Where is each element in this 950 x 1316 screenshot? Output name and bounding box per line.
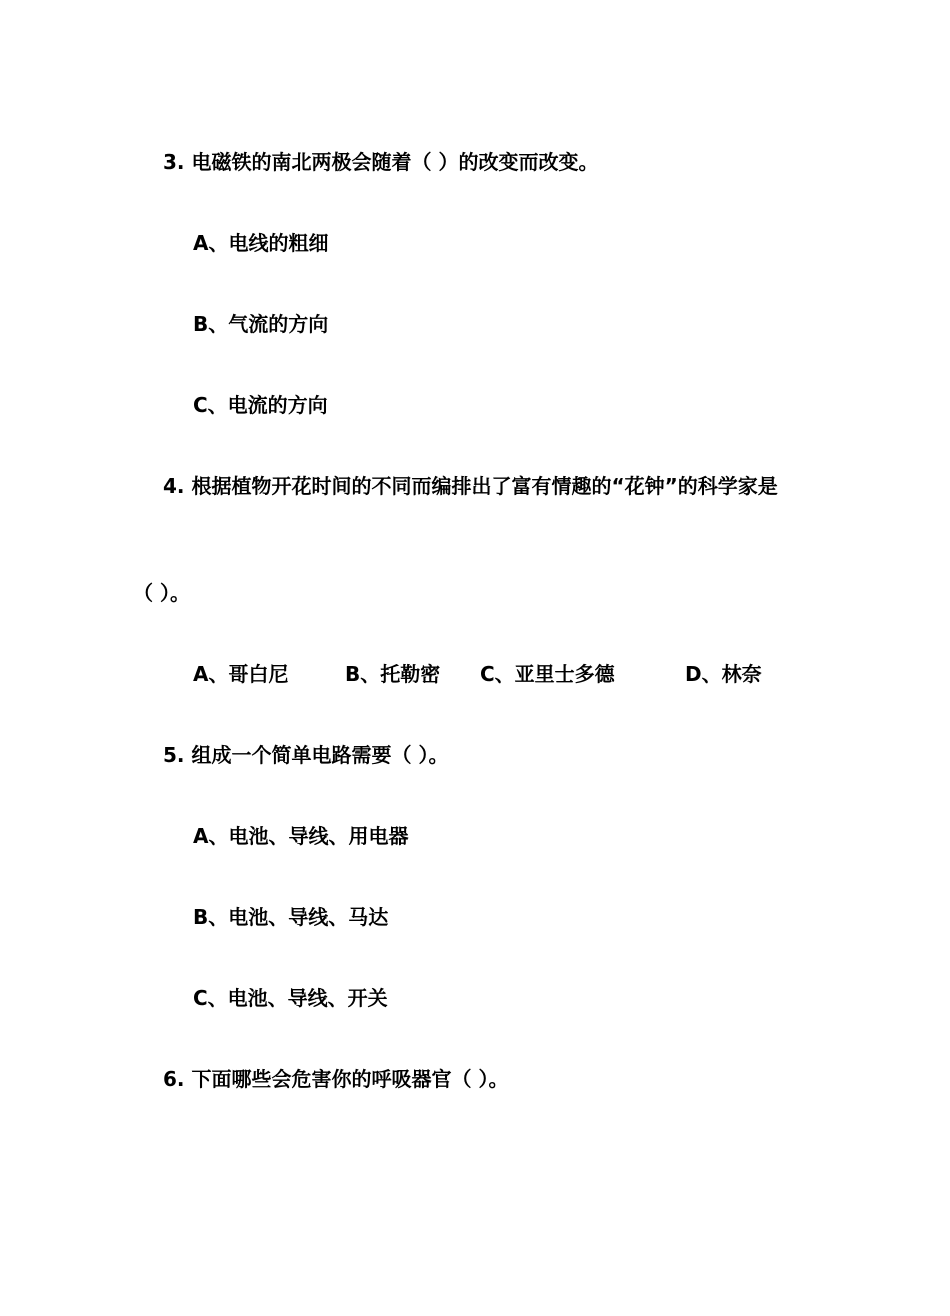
question-3-option-a: A、电线的粗细	[193, 231, 329, 255]
question-4-option-a: A、哥白尼	[193, 662, 289, 686]
question-5-option-a: A、电池、导线、用电器	[193, 824, 409, 848]
question-3-option-c: C、电流的方向	[193, 393, 328, 417]
question-4-option-d: D、林奈	[685, 662, 762, 686]
question-4-continuation: （ ）。	[133, 581, 190, 605]
question-3: 3. 电磁铁的南北两极会随着（ ）的改变而改变。	[163, 150, 599, 174]
question-3-option-b: B、气流的方向	[193, 312, 329, 336]
question-4-option-c: C、亚里士多德	[480, 662, 615, 686]
question-5-option-b: B、电池、导线、马达	[193, 905, 389, 929]
question-4-option-b: B、托勒密	[345, 662, 441, 686]
question-5: 5. 组成一个简单电路需要（ ）。	[163, 743, 449, 767]
question-5-option-c: C、电池、导线、开关	[193, 986, 388, 1010]
question-6: 6. 下面哪些会危害你的呼吸器官（ ）。	[163, 1067, 509, 1091]
question-4: 4. 根据植物开花时间的不同而编排出了富有情趣的“花钟”的科学家是	[163, 474, 778, 498]
